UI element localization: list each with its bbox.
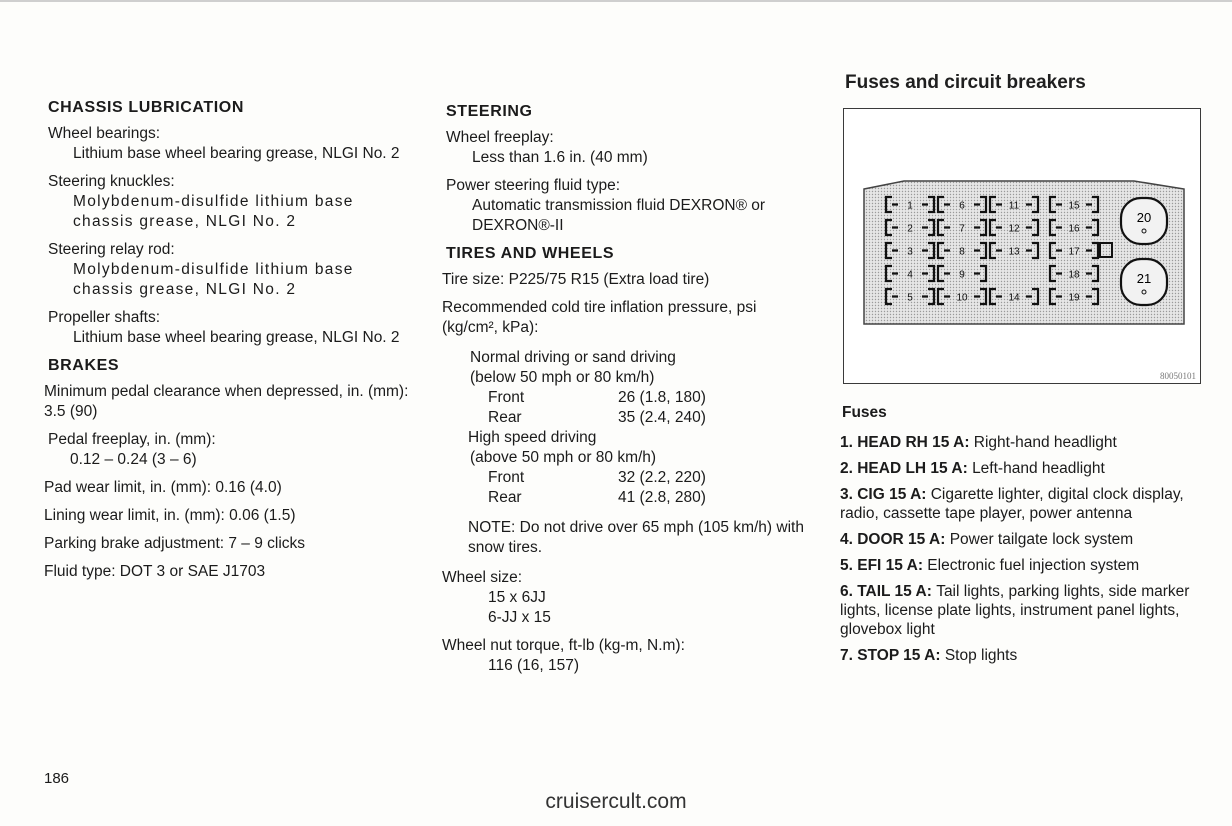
fuse-entry-name: 2. HEAD LH 15 A:	[840, 460, 973, 477]
fuse-entry	[840, 582, 1202, 639]
fuse-panel-svg	[844, 109, 1200, 383]
fluid-type-text: Fluid type: DOT 3 or SAE J1703	[44, 563, 266, 580]
torque-value: 116 (16, 157)	[488, 657, 580, 674]
parking-brake-text: Parking brake adjustment: 7 – 9 clicks	[44, 535, 306, 552]
steering-freeplay-value: Less than 1.6 in. (40 mm)	[472, 149, 648, 166]
left-column	[44, 96, 414, 590]
watermark: cruisercult.com	[545, 790, 687, 813]
page-number: 186	[44, 770, 70, 787]
fuse-entry	[840, 485, 1202, 523]
wheel-bearings-label: Wheel bearings:	[48, 125, 161, 142]
normal-rear-value: 35 (2.4, 240)	[618, 409, 706, 426]
fuse-slot-number: 1	[907, 200, 913, 212]
steering-knuckles-value: Molybdenum-disulfide lithium base chassis grease, NLGI No. 2	[73, 193, 354, 230]
fuse-entry-desc: Tail lights, parking lights, side marker lights, license plate lights, instrument panel lights, glovebox light	[840, 583, 1190, 638]
fuse-slot-number: 13	[1008, 246, 1020, 258]
fuse-entry	[840, 433, 1202, 452]
fuse-slot-number: 19	[1068, 292, 1080, 304]
fuse-entry-name: 7. STOP 15 A:	[840, 647, 945, 664]
chassis-lubrication-heading: CHASSIS LUBRICATION	[48, 99, 244, 116]
fuse-entry-desc: Left-hand headlight	[972, 460, 1105, 477]
wheel-bearings-block	[44, 124, 414, 164]
tires-heading: TIRES AND WHEELS	[446, 245, 615, 262]
fuse-slot-number: 14	[1008, 292, 1020, 304]
snow-tire-note: NOTE: Do not drive over 65 mph (105 km/h) with snow tires.	[468, 519, 804, 556]
circuit-breaker	[1121, 198, 1167, 244]
min-pedal-text: Minimum pedal clearance when depressed, in. (mm): 3.5 (90)	[44, 383, 409, 420]
lining-wear-text: Lining wear limit, in. (mm): 0.06 (1.5)	[44, 507, 296, 524]
torque-label: Wheel nut torque, ft-lb (kg-m, N.m):	[442, 637, 685, 654]
fuse-entry-name: 4. DOOR 15 A:	[840, 531, 950, 548]
breaker-number: 20	[1136, 210, 1152, 225]
fuse-slot-number: 10	[956, 292, 968, 304]
pressure-label: Recommended cold tire inflation pressure, psi (kg/cm², kPa):	[442, 299, 757, 336]
wheel-bearings-value: Lithium base wheel bearing grease, NLGI No. 2	[73, 145, 400, 162]
top-edge-line	[0, 0, 1232, 2]
fuse-entry	[840, 556, 1202, 575]
fuse-entry-desc: Stop lights	[944, 647, 1018, 664]
fuse-slot-number: 4	[907, 269, 913, 281]
fuse-entry-desc: Electronic fuel injection system	[927, 557, 1140, 574]
fuse-slot-number: 8	[959, 246, 965, 258]
normal-front-value: 26 (1.8, 180)	[618, 389, 706, 406]
propeller-label: Propeller shafts:	[48, 309, 160, 326]
figure-code: 80050101	[1160, 371, 1196, 381]
fuse-slot-number: 18	[1068, 269, 1080, 281]
pad-wear-text: Pad wear limit, in. (mm): 0.16 (4.0)	[44, 479, 282, 496]
fuse-slot-number: 12	[1008, 223, 1020, 235]
high-front-value: 32 (2.2, 220)	[618, 469, 706, 486]
high-speed-condition: (above 50 mph or 80 km/h)	[470, 449, 657, 466]
normal-driving-condition: (below 50 mph or 80 km/h)	[470, 369, 655, 386]
high-front-row	[488, 468, 812, 488]
freeplay-value: 0.12 – 0.24 (3 – 6)	[70, 451, 197, 468]
fuse-entry-desc: Cigarette lighter, digital clock display, radio, cassette tape player, power antenna	[840, 486, 1184, 522]
relay-rod-label: Steering relay rod:	[48, 241, 175, 258]
high-speed-label: High speed driving	[468, 429, 597, 446]
fuse-slot-number: 17	[1068, 246, 1080, 258]
fuse-entry-name: 3. CIG 15 A:	[840, 486, 931, 503]
propeller-value: Lithium base wheel bearing grease, NLGI No. 2	[73, 329, 400, 346]
propeller-block	[44, 308, 414, 348]
fuse-slot-number: 2	[907, 223, 913, 235]
circuit-breaker	[1121, 259, 1167, 305]
normal-rear-row	[488, 408, 812, 428]
relay-rod-block	[44, 240, 414, 300]
brakes-heading: BRAKES	[48, 357, 120, 374]
freeplay-block	[44, 430, 414, 470]
freeplay-label: Pedal freeplay, in. (mm):	[48, 431, 216, 448]
steering-knuckles-block	[44, 172, 414, 232]
high-rear-value: 41 (2.8, 280)	[618, 489, 706, 506]
steering-fluid-value: Automatic transmission fluid DEXRON® or DEXRON®-II	[472, 197, 766, 234]
right-column	[840, 403, 1202, 672]
fuse-entry-name: 6. TAIL 15 A:	[840, 583, 937, 600]
fuse-entry-desc: Right-hand headlight	[973, 434, 1117, 451]
fuse-entry	[840, 459, 1202, 478]
fuse-slot-number: 11	[1008, 200, 1020, 212]
normal-rear-label: Rear	[488, 409, 522, 426]
fuse-slot-number: 6	[959, 200, 965, 212]
breaker-number: 21	[1136, 271, 1152, 286]
high-rear-row	[488, 488, 812, 508]
steering-knuckles-label: Steering knuckles:	[48, 173, 175, 190]
fuse-entry-name: 5. EFI 15 A:	[840, 557, 928, 574]
wheel-size-1: 15 x 6JJ	[488, 589, 546, 606]
fuse-entry	[840, 530, 1202, 549]
torque-block	[442, 636, 812, 676]
steering-fluid-block	[442, 176, 812, 236]
normal-front-label: Front	[488, 389, 525, 406]
fuse-slot-number: 3	[907, 246, 913, 258]
tire-size-text: Tire size: P225/75 R15 (Extra load tire)	[442, 271, 710, 288]
normal-front-row	[488, 388, 812, 408]
fuse-entry-name: 1. HEAD RH 15 A:	[840, 434, 974, 451]
steering-fluid-label: Power steering fluid type:	[446, 177, 621, 194]
relay-rod-value: Molybdenum-disulfide lithium base chassis grease, NLGI No. 2	[73, 261, 354, 298]
wheel-size-label: Wheel size:	[442, 569, 523, 586]
normal-driving-label: Normal driving or sand driving	[470, 349, 676, 366]
fuse-slot-number: 9	[959, 269, 965, 281]
high-front-label: Front	[488, 469, 525, 486]
fuse-entry	[840, 646, 1202, 665]
middle-column	[442, 100, 812, 684]
steering-freeplay-label: Wheel freeplay:	[446, 129, 554, 146]
wheel-size-block	[442, 568, 812, 628]
fuses-heading: Fuses	[842, 404, 887, 421]
fuse-slot-number: 5	[907, 292, 913, 304]
wheel-size-2: 6-JJ x 15	[488, 609, 551, 626]
fuse-panel-diagram	[843, 108, 1201, 384]
high-rear-label: Rear	[488, 489, 522, 506]
fuse-slot-number: 15	[1068, 200, 1080, 212]
fuse-slot-number: 16	[1068, 223, 1080, 235]
fuses-page-title: Fuses and circuit breakers	[845, 72, 1086, 93]
fuse-entry-desc: Power tailgate lock system	[949, 531, 1134, 548]
steering-freeplay-block	[442, 128, 812, 168]
fuse-list	[840, 433, 1202, 665]
steering-heading: STEERING	[446, 103, 533, 120]
fuse-slot-number: 7	[959, 223, 965, 235]
